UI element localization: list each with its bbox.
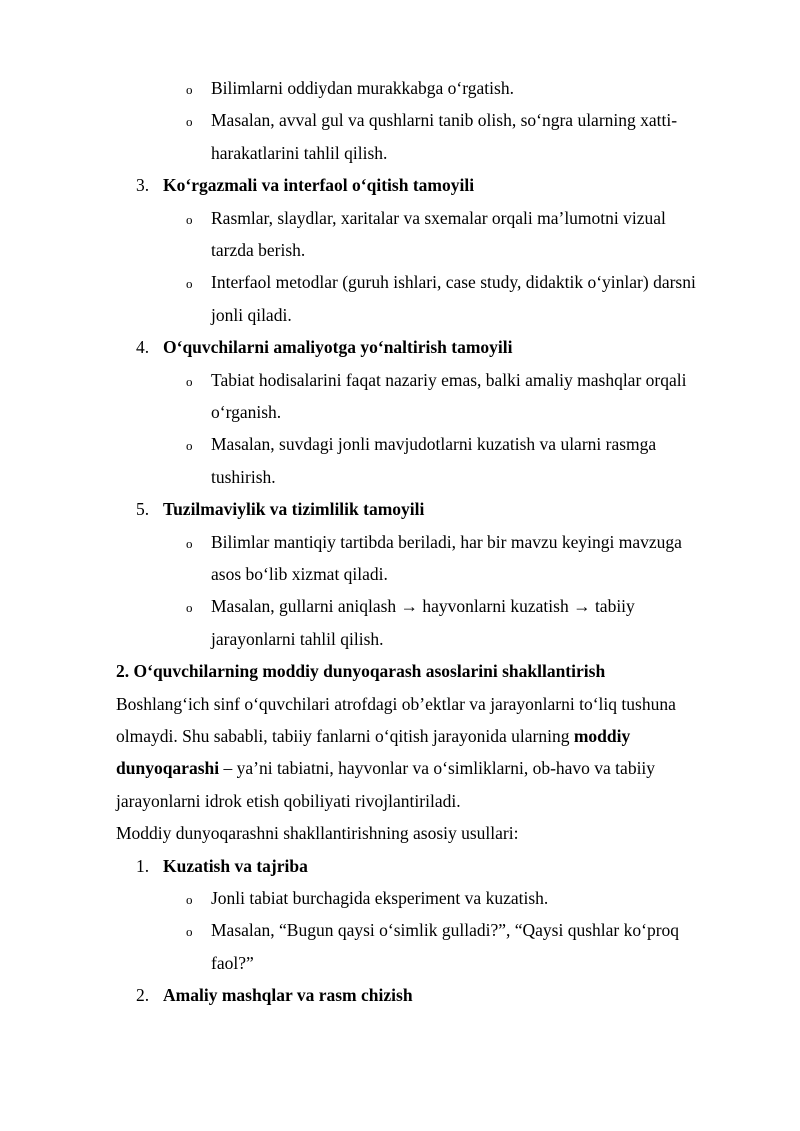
bullet-icon: o (186, 276, 193, 292)
list-number: 4. (136, 337, 150, 358)
sub-item-text: o‘rganish. (211, 402, 282, 422)
list-number: 3. (136, 175, 150, 196)
paragraph-line (116, 725, 630, 747)
bullet-icon: o (186, 438, 193, 454)
sub-item-text: Masalan, “Bugun qaysi o‘simlik gulladi?”, “Qaysi qushlar ko‘proq (211, 920, 680, 941)
paragraph-line (116, 757, 655, 779)
sub-item-text: tushirish. (211, 466, 276, 487)
sub-item-text: Masalan, gullarni aniqlash → hayvonlarni kuzatish → tabiiy (211, 596, 635, 617)
sub-item-text: Masalan, avval gul va qushlarni tanib olish, so‘ngra ularning xatti- (211, 110, 678, 131)
bullet-icon: o (186, 114, 193, 130)
bullet-icon: o (186, 535, 193, 551)
paragraph-line: Moddiy dunyoqarashni shakllantirishning asosiy usullari: (116, 823, 519, 844)
bold-term: dunyoqarashi (116, 758, 220, 779)
paragraph-text: – ya’ni tabiatni, hayvonlar va o‘simliklarni, ob-havo va tabiiy (219, 758, 656, 779)
sub-item-text: Masalan, suvdagi jonli mavjudotlarni kuzatish va ularni rasmga (211, 434, 657, 455)
list-number: 1. (136, 855, 150, 876)
paragraph-text: olmaydi. Shu sababli, tabiiy fanlarni o‘qitish jarayonida ularning (116, 726, 574, 746)
list-item-title: Kuzatish va tajriba (163, 855, 308, 876)
sub-item-text: Jonli tabiat burchagida eksperiment va kuzatish. (211, 888, 549, 908)
sub-item-text: Tabiat hodisalarini faqat nazariy emas, balki amaliy mashqlar orqali (211, 369, 687, 390)
sub-item-text: Rasmlar, slaydlar, xaritalar va sxemalar orqali ma’lumotni vizual (211, 207, 666, 228)
sub-item-text: Bilimlar mantiqiy tartibda beriladi, har bir mavzu keyingi mavzuga (211, 531, 682, 552)
list-item-title: Ko‘rgazmali va interfaol o‘qitish tamoyili (163, 175, 475, 196)
bullet-icon: o (186, 600, 193, 616)
list-item-title: Amaliy mashqlar va rasm chizish (163, 985, 413, 1006)
sub-item-text: Interfaol metodlar (guruh ishlari, case study, didaktik o‘yinlar) darsni (211, 272, 696, 293)
list-number: 2. (136, 985, 150, 1006)
paragraph-line (116, 790, 461, 812)
sub-item-text: asos bo‘lib xizmat qiladi. (211, 564, 388, 584)
list-item-title: Tuzilmaviylik va tizimlilik tamoyili (163, 499, 425, 520)
sub-item-text: jarayonlarni tahlil qilish. (211, 628, 384, 649)
list-number: 5. (136, 499, 150, 520)
paragraph-text: Boshlang‘ich sinf o‘quvchilari atrofdagi ob’ektlar va jarayonlarni to‘liq tushuna (116, 693, 676, 714)
bullet-icon: o (186, 373, 193, 389)
bullet-icon: o (186, 82, 193, 97)
bullet-icon: o (186, 211, 193, 227)
paragraph-line (116, 693, 676, 715)
section-heading: 2. O‘quvchilarning moddiy dunyoqarash asoslarini shakllantirish (116, 661, 606, 682)
sub-item-text: Bilimlarni oddiydan murakkabga o‘rgatish. (211, 78, 514, 98)
list-item-title: O‘quvchilarni amaliyotga yo‘naltirish tamoyili (163, 337, 513, 358)
bullet-icon: o (186, 924, 193, 940)
sub-item-text: tarzda berish. (211, 240, 306, 260)
sub-item-text: faol?” (211, 952, 254, 973)
bullet-icon: o (186, 892, 193, 907)
paragraph-text: jarayonlarni idrok etish qobiliyati rivojlantiriladi. (116, 790, 461, 811)
sub-item-text: harakatlarini tahlil qilish. (211, 142, 388, 163)
sub-item-text: jonli qiladi. (211, 304, 292, 325)
bold-term: moddiy (573, 726, 631, 746)
